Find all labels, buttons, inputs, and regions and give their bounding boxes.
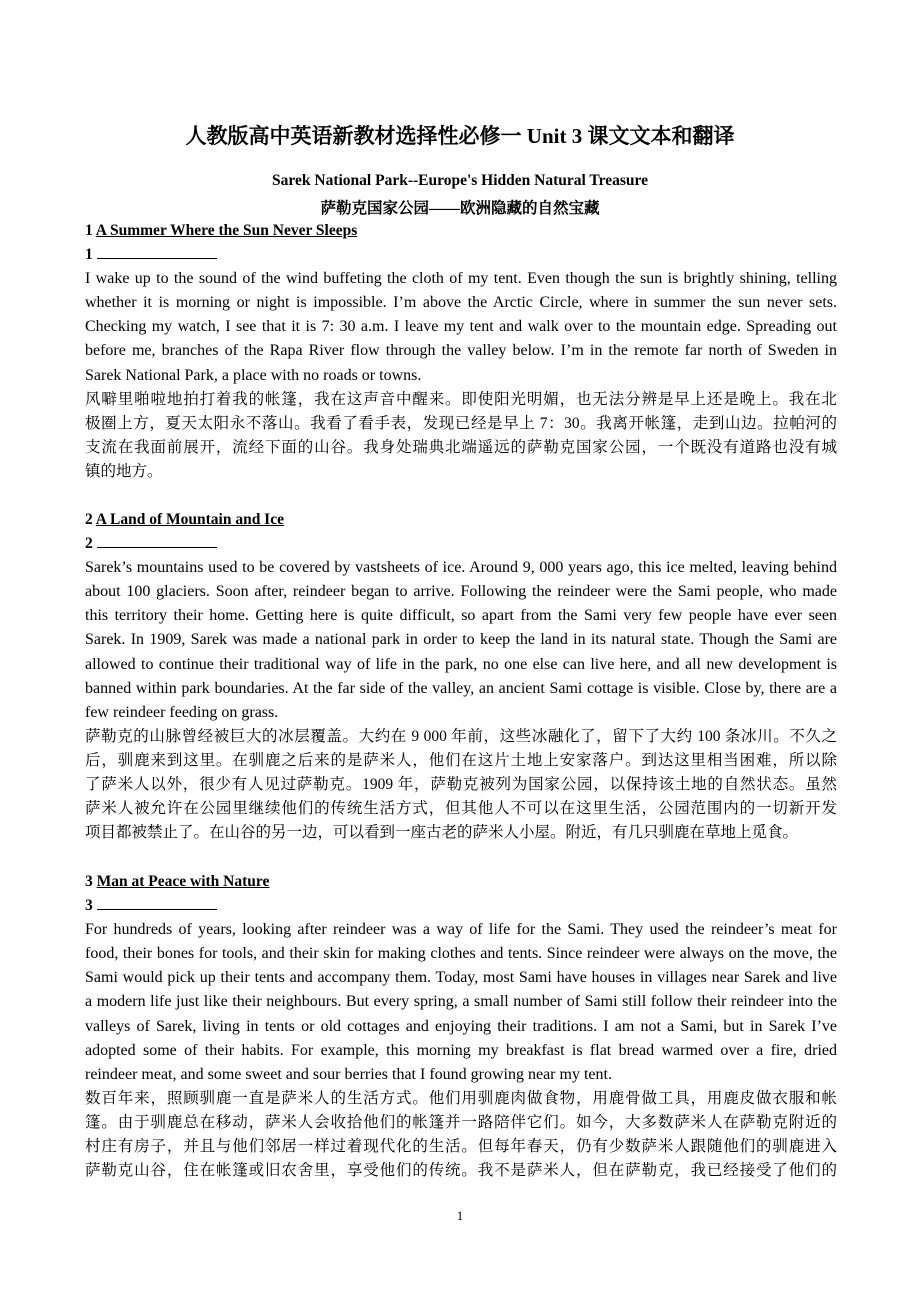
english-text-line: whether it is morning or night is impossible. I’m above the Arctic Circle, where in summer the sun never sets. — [85, 294, 837, 312]
english-text-line: I wake up to the sound of the wind buffeting the cloth of my tent. Even though the sun is brightly shining, telling — [85, 270, 837, 288]
subtitle-chinese: 萨勒克国家公园——欧洲隐藏的自然宝藏 — [320, 200, 600, 217]
english-text-line: before me, branches of the Rapa River flow through the valley below. I’m in the remote far north of Sweden in — [85, 342, 837, 360]
chinese-translation-line: 镇的地方。 — [85, 462, 163, 480]
answer-blank — [97, 895, 217, 910]
section-number: 2 — [85, 511, 93, 528]
section-number: 1 — [85, 222, 93, 239]
english-text-line: For hundreds of years, looking after reindeer was a way of life for the Sami. They used the reindeer’s meat for — [85, 921, 837, 939]
english-text-line: Sarek’s mountains used to be covered by vastsheets of ice. Around 9, 000 years ago, this ice melted, leaving behind — [85, 559, 837, 577]
chinese-translation-line: 了萨米人以外，很少有人见过萨勒克。1909 年，萨勒克被列为国家公园，以保持该土地的自然状态。虽然 — [85, 776, 837, 794]
english-text-line: banned within park boundaries. At the far side of the valley, an ancient Sami cottage is visible. Close by, there are a — [85, 679, 837, 697]
section-heading-text: A Land of Mountain and Ice — [95, 511, 284, 528]
chinese-translation-line: 村庄有房子，并且与他们邻居一样过着现代化的生活。但每年春天，仍有少数萨米人跟随他们的驯鹿进入 — [85, 1138, 837, 1156]
english-text-line: about 100 glaciers. Soon after, reindeer began to arrive. Following the reindeer were the Sami people, who made — [85, 583, 837, 601]
chinese-translation-line: 数百年来，照顾驯鹿一直是萨米人的生活方式。他们用驯鹿肉做食物，用鹿骨做工具，用鹿皮做衣服和帐 — [85, 1089, 837, 1107]
chinese-translation-line: 极圈上方，夏天太阳永不落山。我看了看手表，发现已经是早上 7：30。我离开帐篷，走到山边。拉帕河的 — [85, 414, 837, 432]
english-text-line: Checking my watch, I see that it is 7: 30 a.m. I leave my tent and walk over to the mountain edge. Spreading out — [85, 318, 837, 336]
section-3 — [85, 870, 837, 1183]
chinese-translation-line: 篷。由于驯鹿总在移动，萨米人会收拾他们的帐篷并一路陪伴它们。如今，大多数萨米人在萨勒克附近的 — [85, 1113, 837, 1131]
english-text-line: adopted some of their habits. For example, this morning my breakfast is flat bread warmed over a fire, dried — [85, 1041, 837, 1059]
section-1 — [85, 219, 837, 484]
english-text-line: Sami would pick up their tents and accompany them. Today, most Sami have houses in villages near Sarek and live — [85, 969, 837, 987]
blank-number: 3 — [85, 897, 93, 915]
english-text-line: Sarek. In 1909, Sarek was made a national park in order to keep the land in its natural state. Though the Sami are — [85, 631, 837, 649]
answer-blank — [97, 244, 217, 259]
chinese-translation-line: 萨勒克的山脉曾经被巨大的冰层覆盖。大约在 9 000 年前，这些冰融化了，留下了大约 100 条冰川。不久之 — [85, 727, 837, 745]
section-number: 3 — [85, 873, 93, 890]
english-text-line: reindeer meat, and some sweet and sour berries that I found growing near my tent. — [85, 1065, 612, 1083]
chinese-translation-line: 支流在我面前展开，流经下面的山谷。我身处瑞典北端遥远的萨勒克国家公园，一个既没有道路也没有城 — [85, 438, 837, 456]
english-text-line: few reindeer feeding on grass. — [85, 703, 279, 721]
blank-number: 2 — [85, 535, 93, 553]
english-text-line: this territory their home. Getting here is quite difficult, so apart from the Sami very few people have ever seen — [85, 607, 837, 625]
section-heading — [85, 508, 837, 532]
section-heading-text: Man at Peace with Nature — [96, 873, 270, 890]
answer-blank — [97, 533, 217, 548]
section-2 — [85, 508, 837, 845]
english-text-line: food, their bones for tools, and their skin for making clothes and tents. Since reindeer were always on the move, the — [85, 945, 837, 963]
chinese-translation-line: 萨勒克山谷，住在帐篷或旧农舍里，享受他们的传统。我不是萨米人，但在萨勒克，我已经接受了他们的 — [85, 1162, 837, 1180]
answer-blank-line — [85, 894, 837, 918]
chinese-translation-line: 项目都被禁止了。在山谷的另一边，可以看到一座古老的萨米人小屋。附近，有几只驯鹿在草地上觅食。 — [85, 824, 799, 842]
english-text-line: valleys of Sarek, living in tents or old cottages and enjoying their traditions. I am not a Sami, but in Sarek I’ve — [85, 1017, 837, 1035]
english-text-line: Sarek National Park, a place with no roads or towns. — [85, 366, 422, 384]
answer-blank-line — [85, 243, 837, 267]
chinese-translation-line: 萨米人被允许在公园里继续他们的传统生活方式，但其他人不可以在这里生活，公园范围内的一切新开发 — [85, 800, 837, 818]
section-heading — [85, 219, 837, 243]
page-number: 1 — [456, 1208, 464, 1223]
answer-blank-line — [85, 532, 837, 556]
document-title: 人教版高中英语新教材选择性必修一 Unit 3 课文文本和翻译 — [185, 124, 735, 148]
section-heading — [85, 870, 837, 894]
blank-number: 1 — [85, 246, 93, 264]
chinese-translation-line: 风噼里啪啦地拍打着我的帐篷，我在这声音中醒来。即使阳光明媚，也无法分辨是早上还是晚上。我在北 — [85, 390, 837, 408]
subtitle-english: Sarek National Park--Europe's Hidden Natural Treasure — [272, 172, 648, 189]
chinese-translation-line: 后，驯鹿来到这里。在驯鹿之后来的是萨米人，他们在这片土地上安家落户。到达这里相当困难，所以除 — [85, 751, 837, 769]
english-text-line: allowed to continue their traditional way of life in the park, no one else can live here, and all new development is — [85, 655, 837, 673]
section-heading-text: A Summer Where the Sun Never Sleeps — [95, 222, 358, 239]
english-text-line: a modern life just like their neighbours. But every spring, a small number of Sami still follow their reindeer into the — [85, 993, 837, 1011]
